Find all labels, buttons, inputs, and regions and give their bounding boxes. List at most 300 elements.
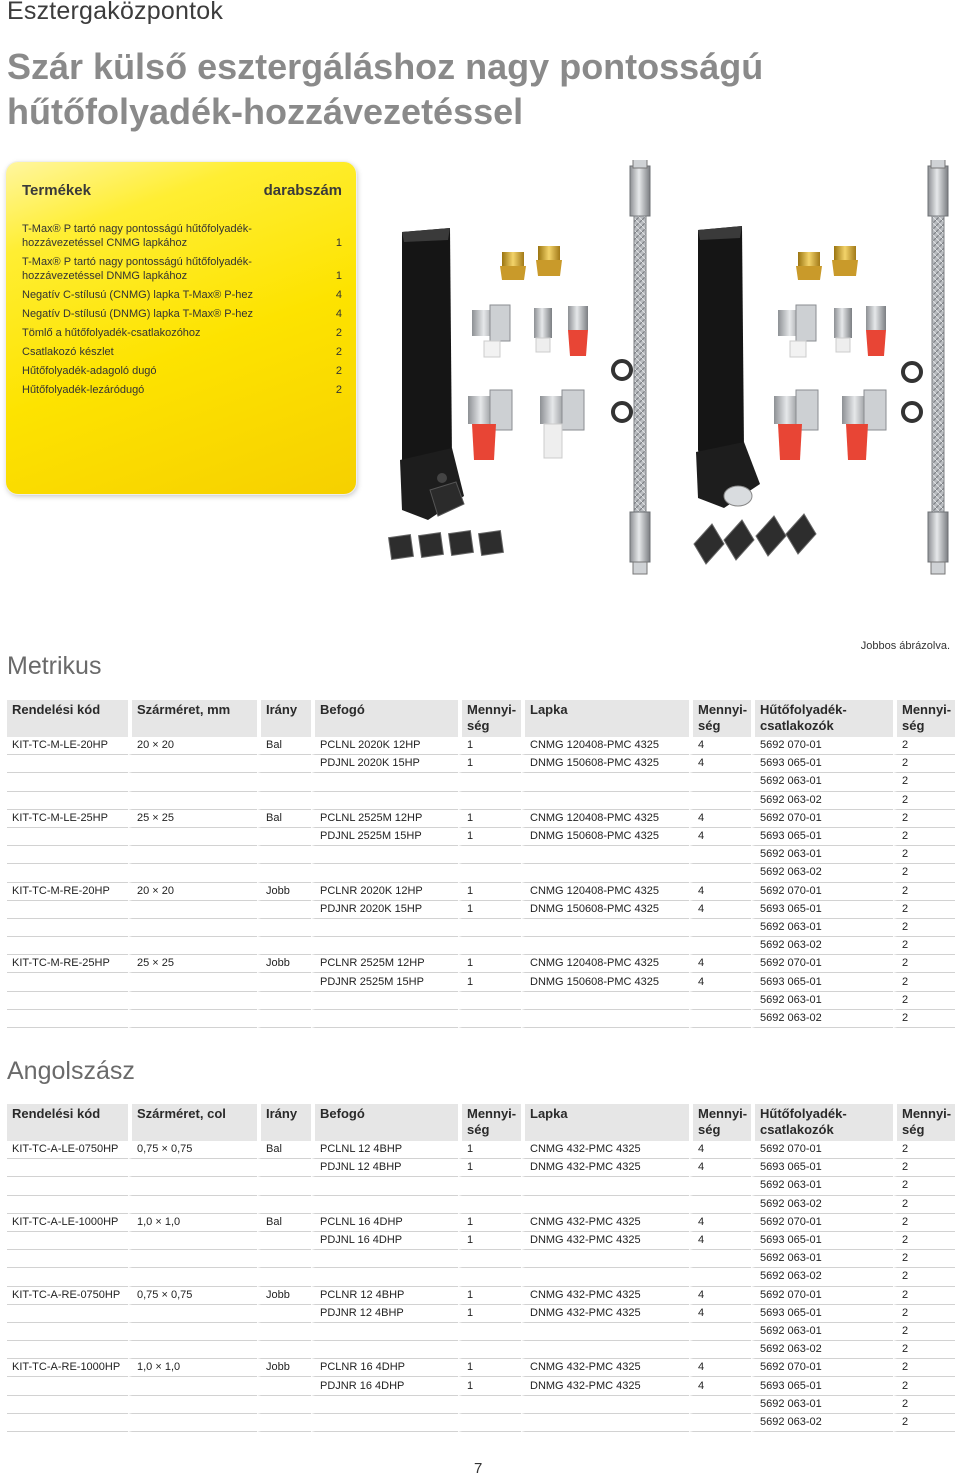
table-cell: 2 xyxy=(893,1414,955,1432)
table-cell xyxy=(257,1305,311,1323)
table-cell: 5692 063-01 xyxy=(751,992,893,1010)
product-item-qty: 2 xyxy=(335,327,342,339)
table-cell xyxy=(257,1177,311,1195)
table-cell xyxy=(7,1010,128,1028)
table-cell: 2 xyxy=(893,937,955,955)
table-cell: 5693 065-01 xyxy=(751,755,893,773)
cnmg-inserts xyxy=(389,531,504,560)
table-cell: 2 xyxy=(893,1341,955,1359)
table-cell: 5692 070-01 xyxy=(751,1359,893,1377)
table-cell xyxy=(311,1177,458,1195)
table-cell: 1 xyxy=(458,1159,521,1177)
table-cell xyxy=(7,1268,128,1286)
table-cell xyxy=(257,1377,311,1395)
table-cell: CNMG 432-PMC 4325 xyxy=(521,1141,689,1159)
table-cell xyxy=(257,864,311,882)
product-item xyxy=(22,345,342,359)
imperial-column-header: Befogó xyxy=(311,1104,458,1141)
table-cell xyxy=(7,1177,128,1195)
table-cell: 25 × 25 xyxy=(128,810,257,828)
table-cell xyxy=(257,1010,311,1028)
table-cell xyxy=(458,919,521,937)
table-cell xyxy=(689,937,751,955)
table-cell: PDJNL 12 4BHP xyxy=(311,1159,458,1177)
table-cell xyxy=(311,1250,458,1268)
table-cell xyxy=(7,846,128,864)
fittings-left-row1 xyxy=(472,305,631,379)
table-cell: Jobb xyxy=(257,1359,311,1377)
table-cell xyxy=(521,1196,689,1214)
table-cell xyxy=(689,1010,751,1028)
table-cell: PDJNL 2020K 15HP xyxy=(311,755,458,773)
table-cell xyxy=(689,1196,751,1214)
table-row xyxy=(7,1159,955,1177)
metric-column-header: Irány xyxy=(257,700,311,737)
imperial-column-header: Mennyi- ség xyxy=(689,1104,751,1141)
table-cell: 4 xyxy=(689,973,751,991)
table-cell xyxy=(458,792,521,810)
table-cell xyxy=(7,1196,128,1214)
table-cell: 2 xyxy=(893,955,955,973)
table-cell: 2 xyxy=(893,1177,955,1195)
table-cell xyxy=(7,1305,128,1323)
table-cell xyxy=(521,773,689,791)
table-cell: 5692 063-02 xyxy=(751,1341,893,1359)
table-cell xyxy=(128,1341,257,1359)
table-cell: KIT-TC-M-LE-20HP xyxy=(7,737,128,755)
table-row xyxy=(7,1232,955,1250)
table-cell xyxy=(257,1159,311,1177)
product-item xyxy=(22,288,342,302)
table-cell xyxy=(7,1414,128,1432)
table-cell: 2 xyxy=(893,755,955,773)
table-row xyxy=(7,1010,955,1028)
table-cell: CNMG 432-PMC 4325 xyxy=(521,1359,689,1377)
table-cell xyxy=(521,1341,689,1359)
product-item-qty: 4 xyxy=(335,289,342,301)
table-cell: 2 xyxy=(893,737,955,755)
table-cell xyxy=(7,755,128,773)
table-row xyxy=(7,1177,955,1195)
metric-column-header: Mennyi- ség xyxy=(458,700,521,737)
table-cell xyxy=(7,792,128,810)
fittings-right-row1 xyxy=(778,305,921,381)
table-row xyxy=(7,1287,955,1305)
table-cell: 1 xyxy=(458,955,521,973)
product-list xyxy=(22,222,342,402)
product-item xyxy=(22,222,342,250)
table-cell: 1 xyxy=(458,1377,521,1395)
table-cell: 5693 065-01 xyxy=(751,1377,893,1395)
imperial-column-header: Irány xyxy=(257,1104,311,1141)
table-cell xyxy=(7,919,128,937)
product-item xyxy=(22,383,342,397)
table-cell xyxy=(128,773,257,791)
table-cell: 2 xyxy=(893,828,955,846)
table-cell: 20 × 20 xyxy=(128,883,257,901)
table-cell: 1 xyxy=(458,810,521,828)
imperial-heading: Angolszász xyxy=(7,1057,135,1085)
table-row xyxy=(7,955,955,973)
table-row xyxy=(7,792,955,810)
table-cell: 5692 070-01 xyxy=(751,737,893,755)
table-cell: Jobb xyxy=(257,955,311,973)
table-cell: 5692 070-01 xyxy=(751,955,893,973)
table-cell xyxy=(257,1323,311,1341)
table-cell: 4 xyxy=(689,1287,751,1305)
table-cell: 5692 070-01 xyxy=(751,883,893,901)
table-row xyxy=(7,737,955,755)
table-cell xyxy=(257,901,311,919)
table-cell: Bal xyxy=(257,1214,311,1232)
table-cell xyxy=(311,919,458,937)
table-row xyxy=(7,1214,955,1232)
table-cell xyxy=(128,1414,257,1432)
table-cell xyxy=(257,1196,311,1214)
table-cell: 2 xyxy=(893,1214,955,1232)
table-cell xyxy=(7,1377,128,1395)
table-cell xyxy=(458,1250,521,1268)
table-cell xyxy=(128,846,257,864)
product-item-qty: 2 xyxy=(335,384,342,396)
kit-parts-illustration xyxy=(372,160,960,580)
table-cell xyxy=(311,864,458,882)
table-cell: PCLNR 12 4BHP xyxy=(311,1287,458,1305)
table-cell xyxy=(521,1414,689,1432)
table-cell xyxy=(7,773,128,791)
table-cell xyxy=(689,1396,751,1414)
table-cell: 2 xyxy=(893,773,955,791)
table-cell xyxy=(257,992,311,1010)
product-item-name: Hűtőfolyadék-lezáródugó xyxy=(22,384,145,396)
product-illustration xyxy=(372,160,960,580)
table-cell: 5692 070-01 xyxy=(751,1214,893,1232)
page-title: Szár külső esztergáláshoz nagy pontosságú hűtőfolyadék-hozzávezetéssel xyxy=(7,46,764,132)
table-cell: 2 xyxy=(893,1305,955,1323)
table-cell: 2 xyxy=(893,973,955,991)
table-cell xyxy=(521,846,689,864)
table-cell: 2 xyxy=(893,1232,955,1250)
table-cell: CNMG 120408-PMC 4325 xyxy=(521,737,689,755)
table-cell: DNMG 150608-PMC 4325 xyxy=(521,828,689,846)
table-cell xyxy=(128,1159,257,1177)
imperial-column-header: Hűtőfolyadék- csatlakozók xyxy=(751,1104,893,1141)
table-cell: 5692 063-01 xyxy=(751,1396,893,1414)
table-cell: PCLNR 16 4DHP xyxy=(311,1359,458,1377)
metric-heading: Metrikus xyxy=(7,652,102,680)
table-cell: 2 xyxy=(893,1396,955,1414)
table-cell xyxy=(689,846,751,864)
table-cell: 5692 063-02 xyxy=(751,1414,893,1432)
table-cell: 1 xyxy=(458,1359,521,1377)
table-cell: 5692 070-01 xyxy=(751,1287,893,1305)
table-cell: 4 xyxy=(689,1141,751,1159)
product-item xyxy=(22,326,342,340)
table-cell: 1 xyxy=(458,737,521,755)
table-cell xyxy=(128,901,257,919)
table-cell xyxy=(257,1268,311,1286)
table-cell xyxy=(521,992,689,1010)
metric-column-header: Hűtőfolyadék- csatlakozók xyxy=(751,700,893,737)
table-cell: KIT-TC-M-LE-25HP xyxy=(7,810,128,828)
table-cell xyxy=(128,937,257,955)
table-row xyxy=(7,883,955,901)
table-cell xyxy=(7,1323,128,1341)
product-item-name: Negatív C-stílusú (CNMG) lapka T-Max® P-hez xyxy=(22,289,254,301)
table-cell xyxy=(458,864,521,882)
table-cell xyxy=(311,773,458,791)
table-cell xyxy=(521,937,689,955)
table-row xyxy=(7,1268,955,1286)
product-item xyxy=(22,255,342,283)
table-cell: Bal xyxy=(257,737,311,755)
table-cell xyxy=(311,846,458,864)
table-cell: 2 xyxy=(893,901,955,919)
table-cell xyxy=(689,1250,751,1268)
table-cell: 2 xyxy=(893,1141,955,1159)
table-cell xyxy=(311,1196,458,1214)
table-cell xyxy=(7,1232,128,1250)
table-cell: DNMG 150608-PMC 4325 xyxy=(521,973,689,991)
product-item-qty: 4 xyxy=(335,308,342,320)
table-cell: 20 × 20 xyxy=(128,737,257,755)
table-cell: 2 xyxy=(893,1287,955,1305)
table-cell xyxy=(521,919,689,937)
table-cell xyxy=(311,1010,458,1028)
table-row xyxy=(7,773,955,791)
table-cell: PCLNL 2020K 12HP xyxy=(311,737,458,755)
product-box xyxy=(6,162,356,494)
table-cell xyxy=(257,828,311,846)
table-cell xyxy=(257,937,311,955)
table-cell: 2 xyxy=(893,1010,955,1028)
table-cell: 1 xyxy=(458,1287,521,1305)
table-cell: 1 xyxy=(458,755,521,773)
table-row xyxy=(7,1141,955,1159)
table-cell: PCLNL 12 4BHP xyxy=(311,1141,458,1159)
table-cell xyxy=(689,792,751,810)
illustration-caption: Jobbos ábrázolva. xyxy=(860,640,950,652)
table-cell: DNMG 150608-PMC 4325 xyxy=(521,901,689,919)
table-cell: PCLNL 16 4DHP xyxy=(311,1214,458,1232)
product-item-qty: 1 xyxy=(335,237,342,249)
table-cell: 5692 063-02 xyxy=(751,937,893,955)
table-row xyxy=(7,919,955,937)
table-cell xyxy=(458,1177,521,1195)
table-cell: 5692 063-02 xyxy=(751,1010,893,1028)
table-cell xyxy=(521,1250,689,1268)
table-cell xyxy=(7,992,128,1010)
dnmg-inserts xyxy=(694,514,816,564)
table-cell xyxy=(689,864,751,882)
metric-column-header: Lapka xyxy=(521,700,689,737)
table-cell: CNMG 120408-PMC 4325 xyxy=(521,810,689,828)
table-cell xyxy=(128,919,257,937)
table-cell: 0,75 × 0,75 xyxy=(128,1141,257,1159)
table-cell xyxy=(7,973,128,991)
table-cell: 1 xyxy=(458,1214,521,1232)
table-cell xyxy=(128,992,257,1010)
table-row xyxy=(7,937,955,955)
products-column-label: Termékek xyxy=(22,182,91,199)
table-cell xyxy=(311,992,458,1010)
table-cell: PCLNR 2020K 12HP xyxy=(311,883,458,901)
table-cell xyxy=(128,973,257,991)
table-row xyxy=(7,864,955,882)
table-cell: 5692 063-01 xyxy=(751,919,893,937)
table-cell xyxy=(521,1268,689,1286)
table-cell: 2 xyxy=(893,1359,955,1377)
table-cell: DNMG 432-PMC 4325 xyxy=(521,1159,689,1177)
table-cell xyxy=(311,937,458,955)
table-cell xyxy=(311,1396,458,1414)
table-cell xyxy=(257,1232,311,1250)
table-row xyxy=(7,1250,955,1268)
table-cell xyxy=(7,828,128,846)
table-cell: DNMG 432-PMC 4325 xyxy=(521,1232,689,1250)
table-cell xyxy=(128,755,257,773)
table-cell xyxy=(458,992,521,1010)
table-cell xyxy=(521,792,689,810)
table-cell: PDJNR 2525M 15HP xyxy=(311,973,458,991)
table-row xyxy=(7,1305,955,1323)
table-cell: 4 xyxy=(689,1159,751,1177)
metric-order-table xyxy=(7,700,955,1028)
table-cell xyxy=(689,773,751,791)
table-cell xyxy=(7,1159,128,1177)
table-cell xyxy=(257,792,311,810)
metric-column-header: Mennyi- ség xyxy=(689,700,751,737)
metric-column-header: Rendelési kód xyxy=(7,700,128,737)
table-row xyxy=(7,810,955,828)
product-item xyxy=(22,307,342,321)
table-cell: 4 xyxy=(689,828,751,846)
quantity-column-label: darabszám xyxy=(263,182,342,199)
imperial-column-header: Mennyi- ség xyxy=(458,1104,521,1141)
table-cell xyxy=(521,1396,689,1414)
table-cell: 1,0 × 1,0 xyxy=(128,1214,257,1232)
table-cell xyxy=(257,755,311,773)
table-cell: 0,75 × 0,75 xyxy=(128,1287,257,1305)
imperial-column-header: Szárméret, col xyxy=(128,1104,257,1141)
table-row xyxy=(7,1341,955,1359)
table-cell: 1 xyxy=(458,1232,521,1250)
table-cell: CNMG 120408-PMC 4325 xyxy=(521,883,689,901)
table-cell: 2 xyxy=(893,1159,955,1177)
table-cell xyxy=(458,1341,521,1359)
table-cell: 5692 063-02 xyxy=(751,1196,893,1214)
table-cell xyxy=(458,1268,521,1286)
table-cell: 5692 070-01 xyxy=(751,1141,893,1159)
table-cell: 5693 065-01 xyxy=(751,901,893,919)
table-cell: 1 xyxy=(458,901,521,919)
table-cell xyxy=(128,1305,257,1323)
table-cell xyxy=(128,792,257,810)
table-row xyxy=(7,828,955,846)
table-cell: 25 × 25 xyxy=(128,955,257,973)
table-cell: 4 xyxy=(689,901,751,919)
table-cell: 5693 065-01 xyxy=(751,1232,893,1250)
hose-left xyxy=(630,160,650,574)
table-cell: 2 xyxy=(893,846,955,864)
table-row xyxy=(7,1414,955,1432)
table-cell: 2 xyxy=(893,864,955,882)
product-item-name: T-Max® P tartó nagy pontosságú hűtőfolyadék-hozzávezetéssel DNMG lapkához xyxy=(22,256,252,282)
product-item-qty: 1 xyxy=(335,270,342,282)
product-item-name: Tömlő a hűtőfolyadék-csatlakozóhoz xyxy=(22,327,201,339)
table-cell xyxy=(7,1250,128,1268)
table-cell xyxy=(458,1414,521,1432)
table-cell: 2 xyxy=(893,919,955,937)
table-cell: 5693 065-01 xyxy=(751,828,893,846)
table-cell xyxy=(689,1414,751,1432)
table-cell: 5693 065-01 xyxy=(751,1305,893,1323)
table-cell: DNMG 432-PMC 4325 xyxy=(521,1377,689,1395)
table-cell xyxy=(458,1010,521,1028)
table-row xyxy=(7,1359,955,1377)
table-row xyxy=(7,1196,955,1214)
table-row xyxy=(7,1323,955,1341)
table-cell xyxy=(689,1341,751,1359)
table-cell: 2 xyxy=(893,1250,955,1268)
table-cell: PDJNR 2020K 15HP xyxy=(311,901,458,919)
table-cell: 4 xyxy=(689,1232,751,1250)
table-cell: Jobb xyxy=(257,883,311,901)
table-cell xyxy=(7,937,128,955)
table-cell xyxy=(7,864,128,882)
table-cell: 5692 070-01 xyxy=(751,810,893,828)
table-cell xyxy=(128,1396,257,1414)
table-cell: 4 xyxy=(689,1305,751,1323)
hose-right xyxy=(928,160,948,574)
table-cell xyxy=(689,1177,751,1195)
table-cell: CNMG 432-PMC 4325 xyxy=(521,1214,689,1232)
table-cell xyxy=(128,1177,257,1195)
table-cell xyxy=(257,773,311,791)
table-cell: 1 xyxy=(458,883,521,901)
product-item-qty: 2 xyxy=(335,365,342,377)
table-cell xyxy=(521,1323,689,1341)
table-cell xyxy=(689,1268,751,1286)
imperial-column-header: Rendelési kód xyxy=(7,1104,128,1141)
table-cell: KIT-TC-M-RE-20HP xyxy=(7,883,128,901)
table-cell: 4 xyxy=(689,883,751,901)
brass-plugs-right xyxy=(796,246,858,280)
table-cell xyxy=(7,1341,128,1359)
table-cell xyxy=(257,973,311,991)
table-cell: Bal xyxy=(257,810,311,828)
left-kit-group xyxy=(389,160,650,574)
table-cell: KIT-TC-A-LE-1000HP xyxy=(7,1214,128,1232)
table-cell xyxy=(257,1414,311,1432)
right-kit-group xyxy=(694,160,948,574)
fittings-left-row2 xyxy=(468,390,631,460)
table-cell: 5692 063-01 xyxy=(751,1323,893,1341)
table-cell xyxy=(257,1341,311,1359)
imperial-column-header: Mennyi- ség xyxy=(893,1104,955,1141)
table-cell xyxy=(521,864,689,882)
table-cell: 5692 063-01 xyxy=(751,773,893,791)
table-cell: Jobb xyxy=(257,1287,311,1305)
table-cell: 4 xyxy=(689,1214,751,1232)
table-cell: DNMG 432-PMC 4325 xyxy=(521,1305,689,1323)
table-cell xyxy=(458,937,521,955)
table-cell xyxy=(128,864,257,882)
table-cell xyxy=(689,919,751,937)
table-cell xyxy=(7,1396,128,1414)
table-row xyxy=(7,1396,955,1414)
table-cell: 5692 063-01 xyxy=(751,1250,893,1268)
